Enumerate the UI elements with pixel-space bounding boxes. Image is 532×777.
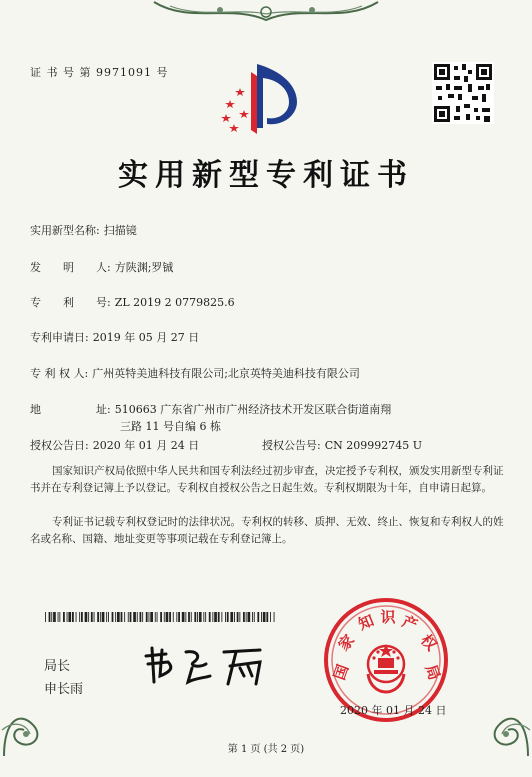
field-value: 扫描镜 (103, 224, 137, 237)
field-value: CN 209992745 U (324, 439, 423, 452)
field-value: 方陕渊;罗铖 (114, 261, 174, 274)
field-value: 广州英特美迪科技有限公司;北京英特美迪科技有限公司 (92, 367, 360, 380)
field-inventor (30, 259, 173, 275)
field-label: 地 址: (30, 403, 111, 416)
field-label: 实用新型名称: (30, 224, 100, 237)
certificate-number: 证 书 号 第 9971091 号 (30, 66, 169, 79)
field-label: 专 利 号: (30, 296, 111, 309)
field-label: 专利申请日: (30, 331, 89, 344)
certificate-title: 实用新型专利证书 (118, 158, 414, 193)
field-label: 授权公告号: (262, 439, 321, 452)
field-value: 510663 广东省广州市广州经济技术开发区联合街道南翔 (114, 403, 392, 416)
cnipa-logo-icon (205, 58, 315, 138)
svg-text:产: 产 (399, 612, 421, 635)
field-label: 专 利 权 人: (30, 367, 89, 380)
field-label: 发 明 人: (30, 261, 111, 274)
signer-name: 申长雨 (44, 682, 84, 697)
grant-statement: 国家知识产权局依照中华人民共和国专利法经过初步审查，决定授予专利权，颁发实用新型专利证书并在专利登记簿上予以登记。专利权自授权公告之日起生效。专利权期限为十年，自申请日起算。 (30, 465, 504, 494)
svg-text:识: 识 (380, 608, 396, 626)
svg-text:权: 权 (417, 631, 441, 655)
handwritten-signature (140, 642, 280, 690)
field-announcement-number (262, 437, 422, 453)
field-grant-date (30, 437, 199, 453)
svg-text:知: 知 (355, 611, 377, 634)
legal-status-note: 专利证书记载专利权登记时的法律状况。专利权的转移、质押、无效、终止、恢复和专利权人的姓名或名称、国籍、地址变更等事项记载在专利登记簿上。 (30, 516, 504, 545)
barcode (45, 612, 277, 622)
field-value: 2019 年 05 月 27 日 (92, 331, 200, 344)
svg-text:家: 家 (334, 631, 358, 655)
seal-date: 2020 年 01 月 24 日 (340, 704, 447, 717)
field-value: ZL 2019 2 0779825.6 (114, 296, 235, 309)
field-patent-number (30, 294, 235, 310)
svg-text:国: 国 (330, 662, 353, 683)
field-utility-name (30, 222, 137, 238)
field-value: 2020 年 01 月 24 日 (92, 439, 200, 452)
signer-title: 局长 (44, 659, 71, 674)
field-label: 授权公告日: (30, 439, 89, 452)
svg-text:局: 局 (421, 662, 444, 683)
qr-code (432, 62, 494, 124)
field-patentee (30, 365, 360, 381)
top-ornament (150, 0, 382, 26)
field-address-line2: 三路 11 号自编 6 栋 (120, 420, 221, 433)
field-address (30, 401, 391, 417)
field-application-date (30, 329, 199, 345)
page-number: 第 1 页 (共 2 页) (227, 744, 305, 755)
